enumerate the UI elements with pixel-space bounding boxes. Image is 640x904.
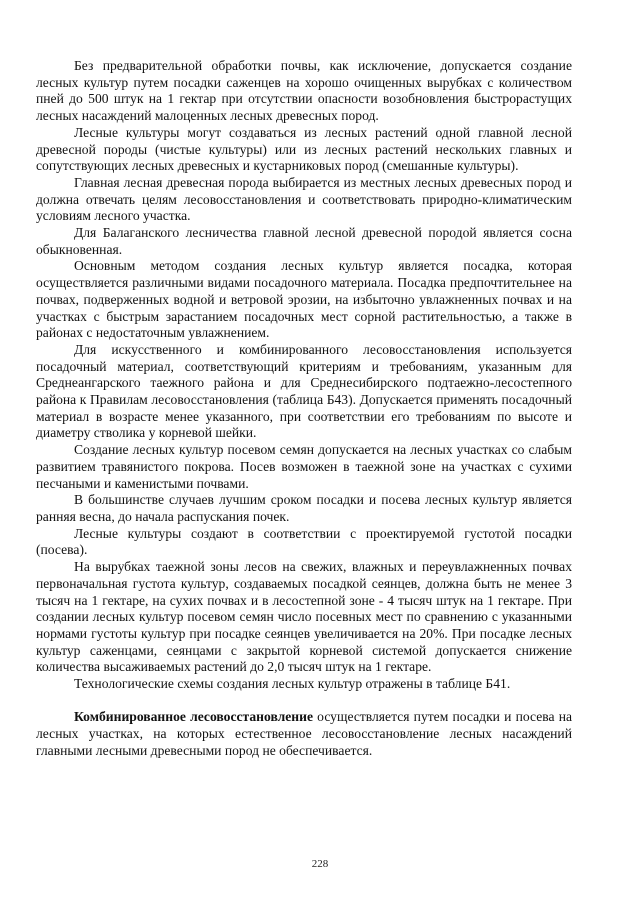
paragraph-10: На вырубках таежной зоны лесов на свежих, влажных и переувлажненных почвах первоначальная густота культур, создаваемых посадкой сеянцев, должна быть не менее 3 тысяч на 1 гектаре, на сухих почвах и в лесостепной зоне - 4 тысяч штук на 1 гектаре. При создании лесных культур посевом семян число посевных мест по сравнению с указанными нормами густоты культур при посадке сеянцев увеличивается на 20%. При посадке лесных культур саженцами, сеянцами с закрытой корневой системой допускается снижение количества высаживаемых растений до 2,0 тысяч штук на 1 гектаре. [36,559,572,675]
document-body [36,58,572,760]
paragraph-3: Главная лесная древесная порода выбирается из местных лесных древесных пород и должна отвечать целям лесовосстановления и соответствовать природно-климатическим условиям лесного участка. [36,174,572,224]
page-number: 228 [311,858,329,870]
paragraph-6: Для искусственного и комбинированного лесовосстановления используется посадочный материал, соответствующий критериям и требованиям, указанным для Среднеангарского таежного района и для Среднесибирского подтаежно-лесостепного района к Правилам лесовосстановления (таблица Б43). Допускается применять посадочный материал в возрасте менее указанного, при соответствии его требованиям по высоте и диаметру стволика у корневой шейки. [36,341,572,441]
paragraph-text: осуществляется путем посадки и посева на лесных участках, на которых естественное лесовосстановление лесных насаждений главными лесными древесными пород не обеспечивается. [36,709,573,758]
paragraph-11: Технологические схемы создания лесных культур отражены в таблице Б41. [74,676,511,692]
paragraph-9: Лесные культуры создают в соответствии с проектируемой густотой посадки (посева). [36,525,572,558]
paragraph-4: Для Балаганского лесничества главной лесной древесной породой является сосна обыкновенная. [36,225,572,257]
paragraph-5: Основным методом создания лесных культур является посадка, которая осуществляется различными видами посадочного материала. Посадка предпочтительнее на почвах, подверженных водной и ветровой эрозии, на избыточно увлажненных почвах и на участках с быстрым зарастанием посадочных мест сорной растительностью, а также в районах с недостаточным увлажнением. [36,258,572,341]
paragraph-2: Лесные культуры могут создаваться из лесных растений одной главной лесной древесной породы (чистые культуры) или из лесных растений нескольких главных и сопутствующих лесных древесных и кустарниковых пород (смешанные культуры). [36,124,572,174]
paragraph-8: В большинстве случаев лучшим сроком посадки и посева лесных культур является ранняя весна, до начала распускания почек. [36,492,572,524]
paragraph-combined-reforestation [36,709,572,759]
bold-term: Комбинированное лесовосстановление [74,709,313,725]
paragraph-7: Создание лесных культур посевом семян допускается на лесных участках со слабым развитием травянистого покрова. Посев возможен в таежной зоне на участках с сухими песчаными и каменистыми почвами. [36,442,572,491]
paragraph-1: Без предварительной обработки почвы, как исключение, допускается создание лесных культур путем посадки саженцев на хорошо очищенных вырубках с количеством пней до 500 штук на 1 гектар при отсутствии опасности возобновления быстрорастущих лесных насаждений малоценных лесных древесных пород. [36,58,572,124]
